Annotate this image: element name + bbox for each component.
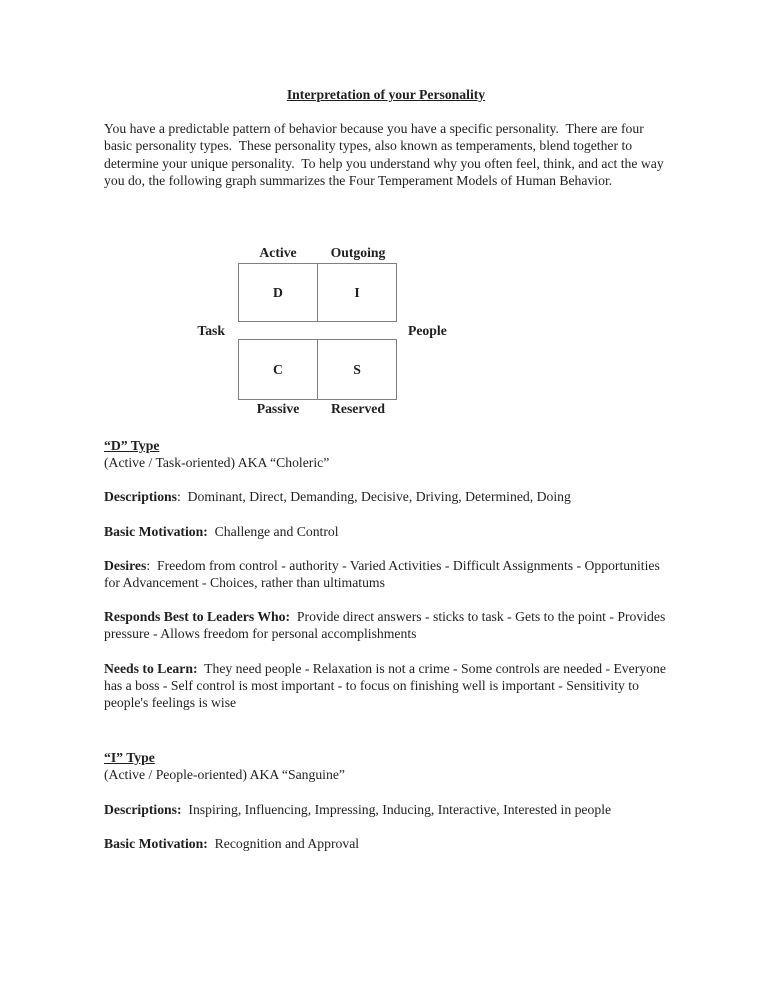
section-d-needs-to-learn	[104, 660, 668, 712]
basic-motivation-text: Recognition and Approval	[207, 835, 360, 851]
section-i-type	[104, 749, 668, 852]
basic-motivation-label: Basic Motivation:	[104, 835, 208, 851]
descriptions-text: Inspiring, Influencing, Impressing, Inducing, Interactive, Interested in people	[181, 801, 612, 817]
basic-motivation-text: Challenge and Control	[207, 523, 339, 539]
desires-label: Desires	[104, 557, 147, 573]
quadrant-cell-s: S	[317, 339, 397, 400]
label-people: People	[408, 323, 447, 339]
desires-text: : Freedom from control - authority - Varied Activities - Difficult Assignments - Opportunities for Advancement - Choices, rather than ultimatums	[104, 557, 664, 591]
label-task: Task	[197, 323, 225, 339]
diagram-bottom-labels	[238, 400, 398, 417]
page-title: Interpretation of your Personality	[286, 87, 486, 102]
document-content	[104, 86, 668, 852]
section-d-basic-motivation	[104, 523, 668, 540]
label-reserved: Reserved	[331, 401, 385, 417]
section-d-desires	[104, 557, 668, 591]
label-passive: Passive	[256, 401, 300, 417]
basic-motivation-label: Basic Motivation:	[104, 523, 208, 539]
needs-to-learn-label: Needs to Learn:	[104, 660, 198, 676]
label-active: Active	[259, 245, 297, 261]
section-d-subheading: (Active / Task-oriented) AKA “Choleric”	[104, 455, 330, 471]
section-i-basic-motivation	[104, 835, 668, 852]
quadrant-cell-c: C	[238, 339, 318, 400]
diagram-top-labels	[238, 244, 398, 261]
quadrant-row-bottom	[238, 339, 398, 400]
temperament-quadrant-diagram	[104, 244, 668, 419]
section-i-descriptions	[104, 801, 668, 818]
quadrant-grid	[238, 263, 398, 400]
descriptions-label: Descriptions	[104, 489, 177, 505]
quadrant-row-top	[238, 263, 398, 322]
label-outgoing: Outgoing	[330, 245, 386, 261]
quadrant-cell-d: D	[238, 263, 318, 322]
section-d-responds-best	[104, 608, 668, 642]
section-d-descriptions	[104, 488, 668, 505]
section-i-subheading: (Active / People-oriented) AKA “Sanguine”	[104, 767, 345, 783]
quadrant-cell-i: I	[317, 263, 397, 322]
responds-best-text: Provide direct answers - sticks to task - Gets to the point - Provides pressure - Allows freedom for personal accomplishments	[104, 609, 669, 642]
descriptions-text: : Dominant, Direct, Demanding, Decisive, Driving, Determined, Doing	[177, 489, 571, 505]
intro-paragraph: You have a predictable pattern of behavior because you have a specific personality. There are four basic personality types. These personality types, also known as temperaments, blend together to determine your unique personality. To help you understand why you often feel, think, and act the way you do, the following graph summarizes the Four Temperament Models of Human Behavior.	[104, 121, 668, 188]
descriptions-label: Descriptions:	[104, 801, 182, 817]
section-i-heading: “I” Type	[104, 750, 155, 766]
section-d-type	[104, 437, 668, 711]
responds-best-label: Responds Best to Leaders Who:	[104, 609, 291, 625]
needs-to-learn-text: They need people - Relaxation is not a crime - Some controls are needed - Everyone has a boss - Self control is most important - to focus on finishing well is important - Sensitivity to people's feelings is wise	[104, 660, 670, 711]
section-d-heading: “D” Type	[104, 438, 160, 454]
